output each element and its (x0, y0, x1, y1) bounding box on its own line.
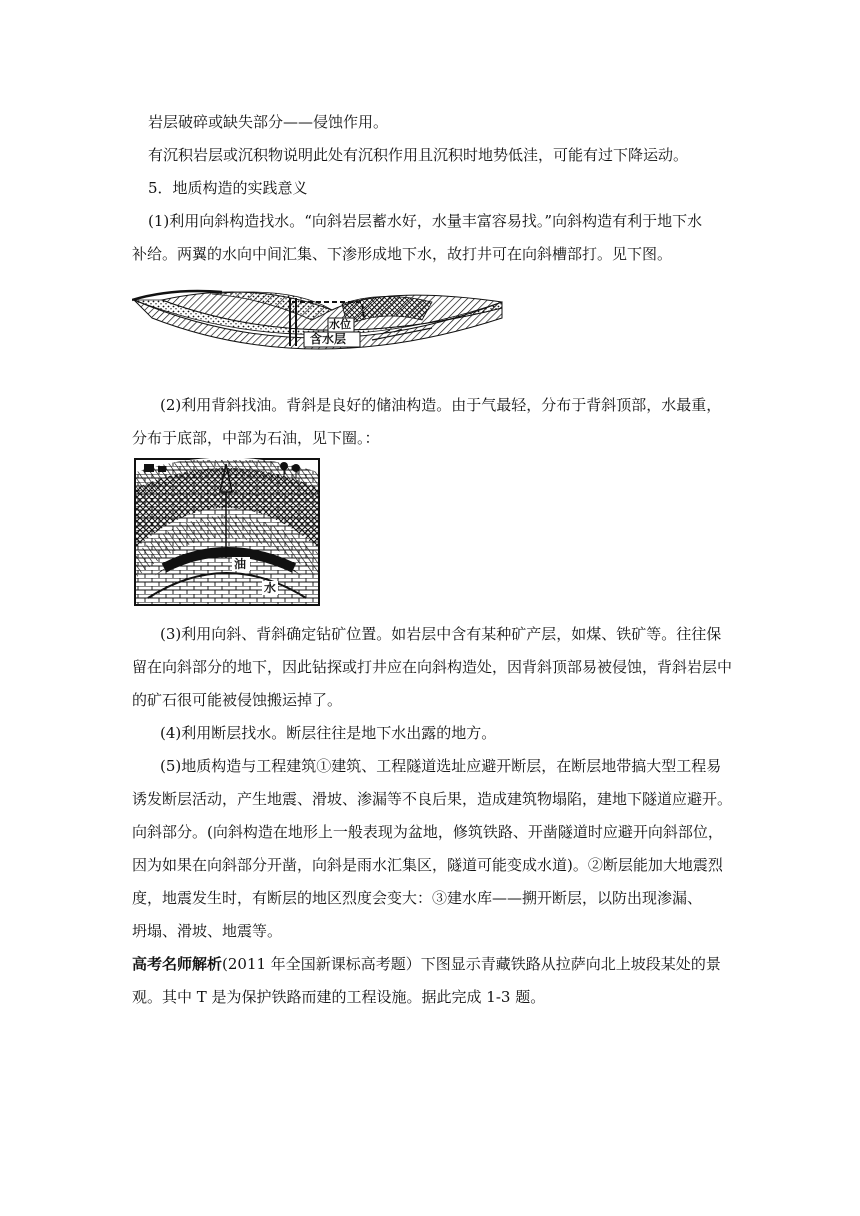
item1-line2: 补给。两翼的水向中间汇集、下渗形成地下水，故打井可在向斜槽部打。见下图。 (132, 245, 673, 263)
section-heading: 5．地质构造的实践意义 (148, 179, 308, 197)
water-level-label: 水位 (329, 318, 351, 331)
syncline-groundwater-figure (132, 280, 504, 356)
paragraph-sedimentation: 有沉积岩层或沉积物说明此处有沉积作用且沉积时地势低洼，可能有过下降运动。 (148, 146, 689, 164)
item3-line1: (3)利用向斜、背斜确定钻矿位置。如岩层中含有某种矿产层，如煤、铁矿等。往往保 (160, 625, 722, 643)
item5-line3: 向斜部分。(向斜构造在地形上一般表现为盆地，修筑铁路、开凿隧道时应避开向斜部位， (132, 823, 723, 841)
item2-line1: (2)利用背斜找油。背斜是良好的储油构造。由于气最轻，分布于背斜顶部，水最重， (160, 396, 722, 414)
exam-line1 (132, 954, 721, 974)
item1-line1: (1)利用向斜构造找水。“向斜岩层蓄水好，水量丰富容易找。”向斜构造有利于地下水 (148, 212, 703, 230)
anticline-diagram (134, 458, 320, 606)
item3-line2: 留在向斜部分的地下，因此钻探或打井应在向斜构造处，因背斜顶部易被侵蚀，背斜岩层中 (132, 658, 733, 676)
oil-label: 油 (234, 557, 247, 571)
anticline-oil-figure (134, 458, 320, 606)
paragraph-erosion: 岩层破碎或缺失部分——侵蚀作用。 (148, 113, 389, 131)
item5-line1: (5)地质构造与工程建筑①建筑、工程隧道选址应避开断层，在断层地带搞大型工程易 (160, 757, 722, 775)
item5-line2: 诱发断层活动，产生地震、滑坡、渗漏等不良后果，造成建筑物塌陷，建地下隧道应避开。 (132, 790, 733, 808)
water-label: 水 (264, 581, 277, 595)
aquifer-label: 含水层 (310, 332, 347, 346)
item5-line6: 坍塌、滑坡、地震等。 (132, 922, 283, 940)
exam-label: 高考名师解析 (132, 955, 223, 973)
item4-line: (4)利用断层找水。断层往往是地下水出露的地方。 (160, 724, 497, 742)
exam-line2: 观。其中 T 是为保护铁路而建的工程设施。据此完成 1-3 题。 (132, 988, 546, 1006)
item5-line5: 度，地震发生时，有断层的地区烈度会变大：③建水库——搠开断层，以防出现渗漏、 (132, 889, 703, 907)
item3-line3: 的矿石很可能被侵蚀搬运掉了。 (132, 691, 343, 709)
item5-line4: 因为如果在向斜部分开凿，向斜是雨水汇集区，隧道可能变成水道)。②断层能加大地震烈 (132, 856, 723, 874)
item2-line2: 分布于底部，中部为石油，见下圈。： (132, 429, 380, 447)
exam-text: (2011 年全国新课标高考题）下图显示青藏铁路从拉萨向北上坡段某处的景 (222, 955, 721, 973)
